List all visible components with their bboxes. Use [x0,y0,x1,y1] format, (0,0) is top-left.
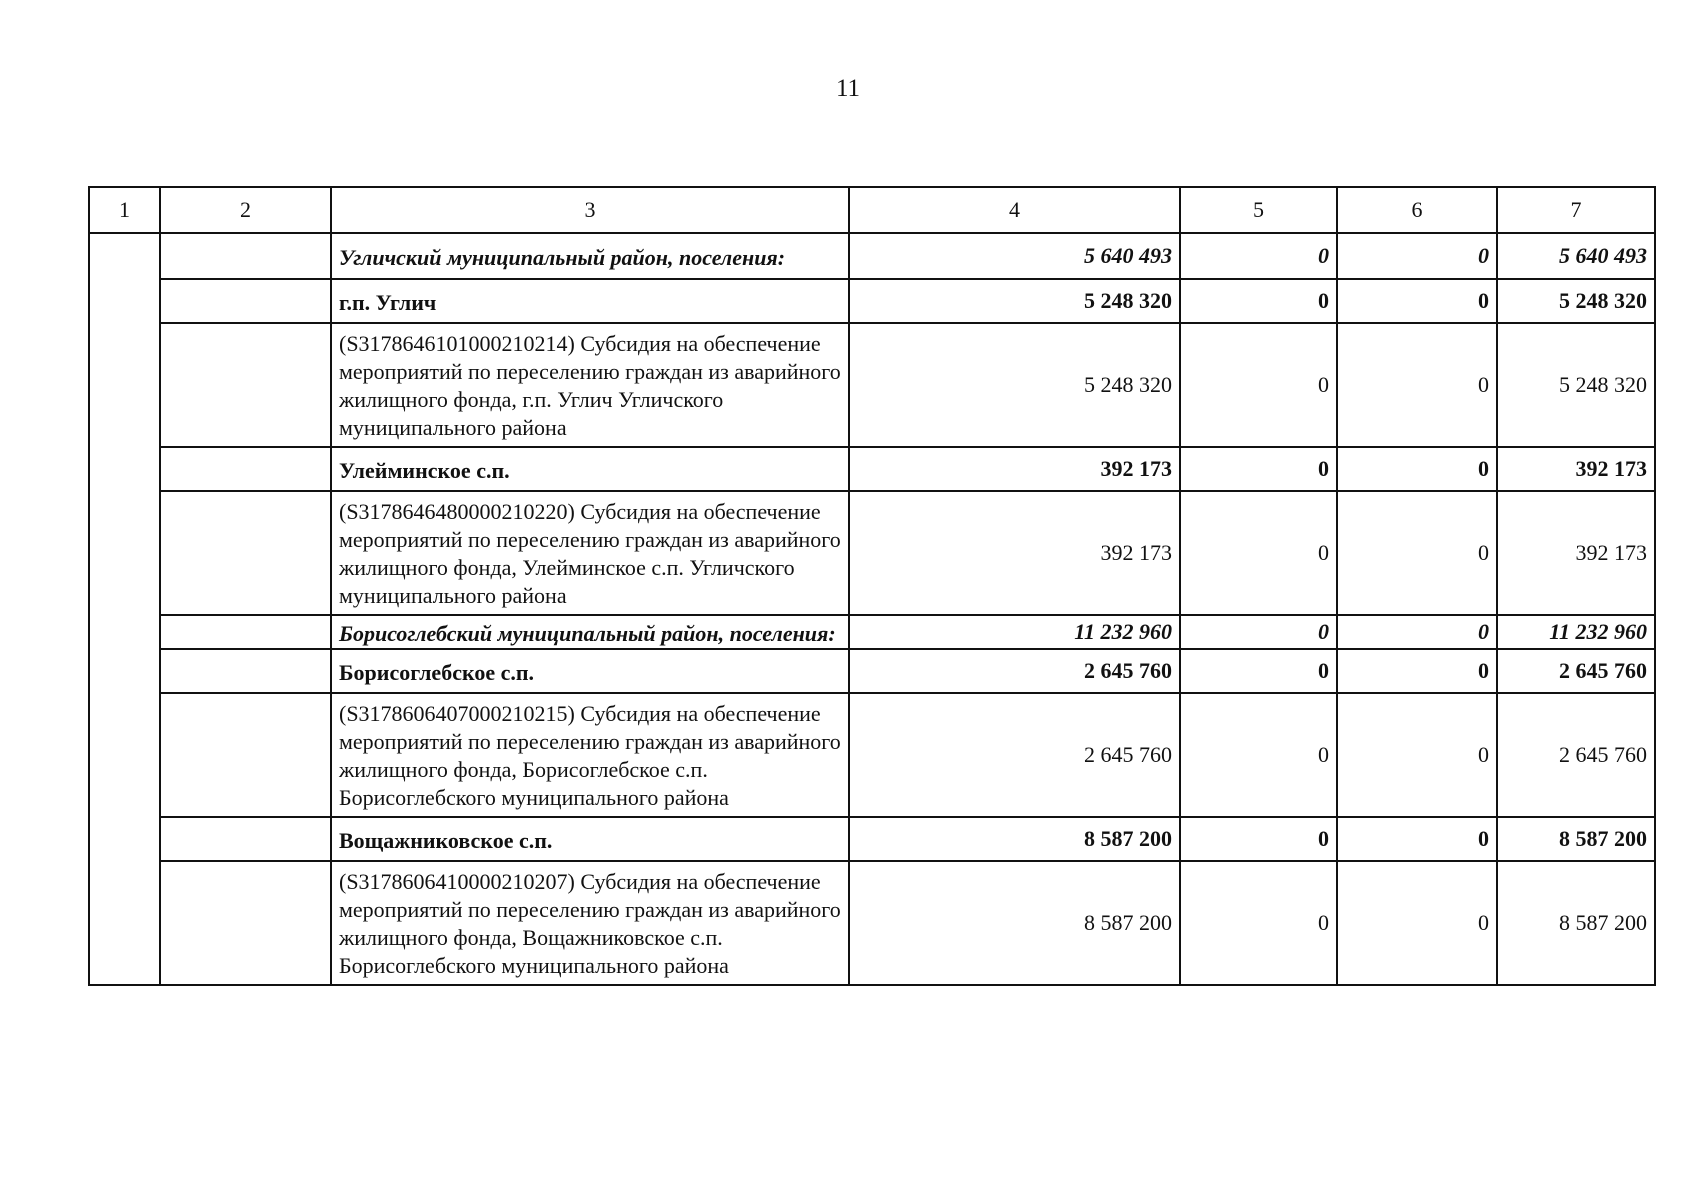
value-col-7: 2 645 760 [1497,649,1655,693]
value-col-4: 8 587 200 [849,861,1180,985]
row-label: Борисоглебский муниципальный район, поселения: [331,615,849,649]
column-2-cell [160,279,331,323]
column-2-cell [160,817,331,861]
value-col-5: 0 [1180,615,1337,649]
value-col-5: 0 [1180,649,1337,693]
value-col-5: 0 [1180,447,1337,491]
column-header-5: 5 [1180,187,1337,233]
column-1-cell [89,233,160,985]
table-row [89,817,1655,861]
value-col-7: 8 587 200 [1497,861,1655,985]
value-col-4: 2 645 760 [849,693,1180,817]
row-label: (S3178646101000210214) Субсидия на обеспечение мероприятий по переселению граждан из аварийного жилищного фонда, г.п. Углич Угличского муниципального района [331,323,849,447]
column-2-cell [160,491,331,615]
value-col-7: 392 173 [1497,447,1655,491]
column-header-3: 3 [331,187,849,233]
row-label: (S3178646480000210220) Субсидия на обеспечение мероприятий по переселению граждан из аварийного жилищного фонда, Улейминское с.п. Угличского муниципального района [331,491,849,615]
row-label: г.п. Углич [331,279,849,323]
column-header-7: 7 [1497,187,1655,233]
value-col-4: 5 248 320 [849,279,1180,323]
value-col-4: 2 645 760 [849,649,1180,693]
column-header-4: 4 [849,187,1180,233]
value-col-4: 5 640 493 [849,233,1180,279]
page-number: 11 [835,75,861,102]
row-label: Улейминское с.п. [331,447,849,491]
value-col-5: 0 [1180,861,1337,985]
column-header-6: 6 [1337,187,1497,233]
table-row [89,279,1655,323]
column-2-cell [160,861,331,985]
table-row [89,323,1655,447]
budget-table [88,186,1656,986]
table-row [89,649,1655,693]
table-row [89,491,1655,615]
value-col-7: 11 232 960 [1497,615,1655,649]
row-label: (S3178606407000210215) Субсидия на обеспечение мероприятий по переселению граждан из аварийного жилищного фонда, Борисоглебское с.п. Борисоглебского муниципального района [331,693,849,817]
value-col-4: 5 248 320 [849,323,1180,447]
value-col-7: 5 248 320 [1497,323,1655,447]
value-col-6: 0 [1337,323,1497,447]
value-col-5: 0 [1180,233,1337,279]
header-row [89,187,1655,233]
value-col-6: 0 [1337,649,1497,693]
table-row [89,447,1655,491]
column-2-cell [160,233,331,279]
value-col-6: 0 [1337,491,1497,615]
value-col-5: 0 [1180,279,1337,323]
column-2-cell [160,447,331,491]
value-col-7: 8 587 200 [1497,817,1655,861]
column-2-cell [160,693,331,817]
column-header-2: 2 [160,187,331,233]
value-col-6: 0 [1337,279,1497,323]
value-col-4: 11 232 960 [849,615,1180,649]
value-col-6: 0 [1337,693,1497,817]
value-col-5: 0 [1180,817,1337,861]
value-col-6: 0 [1337,615,1497,649]
column-2-cell [160,323,331,447]
value-col-4: 8 587 200 [849,817,1180,861]
table-row [89,861,1655,985]
column-2-cell [160,649,331,693]
value-col-6: 0 [1337,447,1497,491]
value-col-4: 392 173 [849,447,1180,491]
row-label: Борисоглебское с.п. [331,649,849,693]
value-col-6: 0 [1337,861,1497,985]
value-col-4: 392 173 [849,491,1180,615]
value-col-7: 5 248 320 [1497,279,1655,323]
value-col-7: 392 173 [1497,491,1655,615]
value-col-7: 5 640 493 [1497,233,1655,279]
value-col-5: 0 [1180,693,1337,817]
value-col-6: 0 [1337,233,1497,279]
row-label: Угличский муниципальный район, поселения: [331,233,849,279]
row-label: (S3178606410000210207) Субсидия на обеспечение мероприятий по переселению граждан из аварийного жилищного фонда, Вощажниковское с.п. Борисоглебского муниципального района [331,861,849,985]
table-row [89,615,1655,649]
table-row [89,693,1655,817]
row-label: Вощажниковское с.п. [331,817,849,861]
table-row [89,233,1655,279]
value-col-5: 0 [1180,323,1337,447]
column-2-cell [160,615,331,649]
value-col-7: 2 645 760 [1497,693,1655,817]
value-col-5: 0 [1180,491,1337,615]
value-col-6: 0 [1337,817,1497,861]
column-header-1: 1 [89,187,160,233]
